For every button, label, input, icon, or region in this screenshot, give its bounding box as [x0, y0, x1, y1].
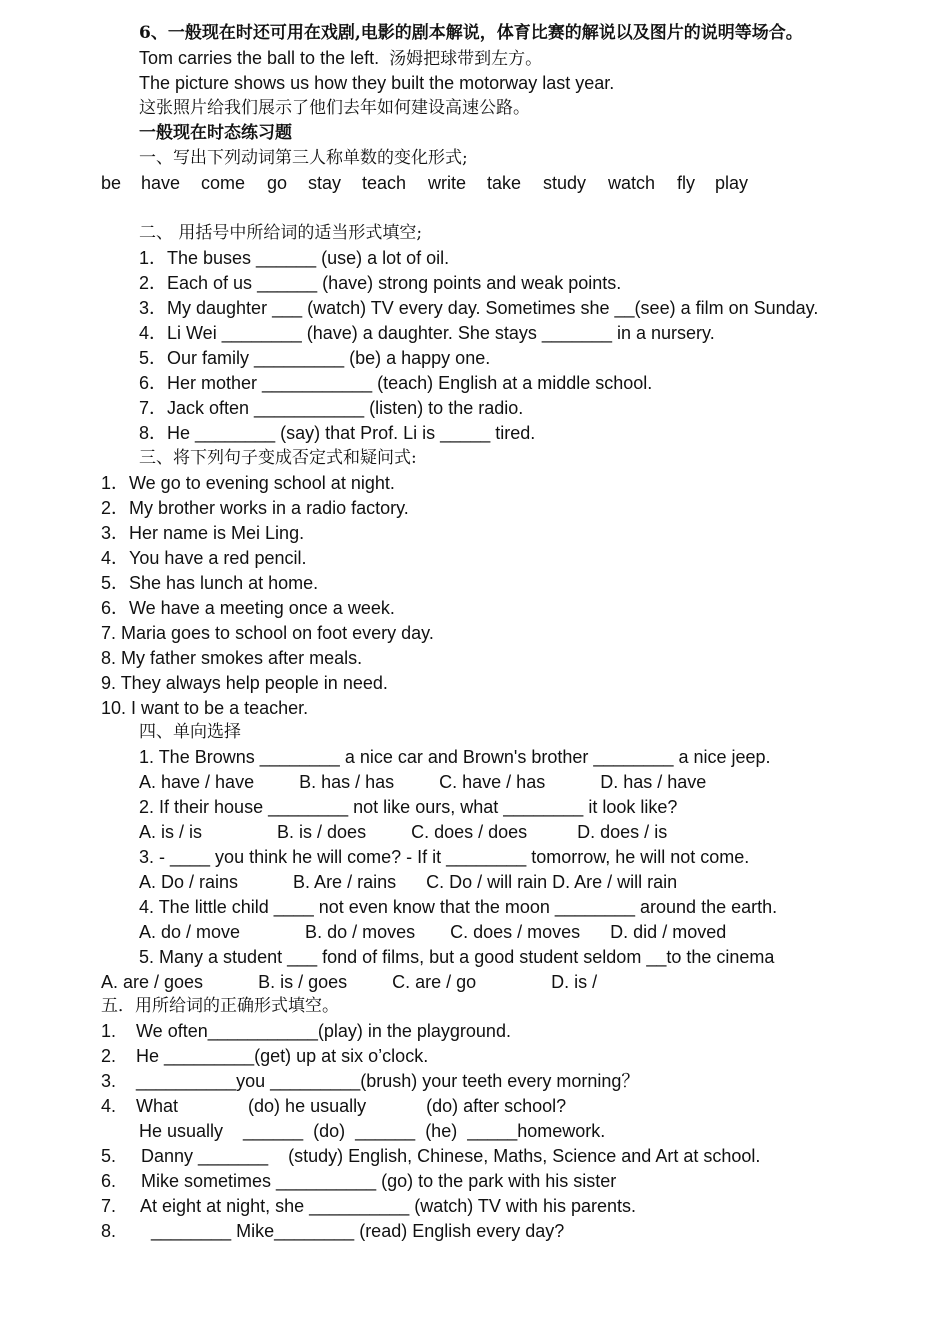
- exercise-title: 一般现在时态练习题: [139, 123, 292, 143]
- intro-example-1-en: Tom carries the ball to the left.: [139, 48, 380, 68]
- section2-item: 7．Jack often ___________ (listen) to the radio.: [139, 398, 524, 418]
- section5-item: 3. __________you _________(brush) your teeth every morning？: [101, 1071, 640, 1091]
- verb-word: watch: [608, 173, 656, 193]
- mc-question: 4. The little child ____ not even know that the moon ________ around the earth.: [139, 897, 778, 917]
- section5-item: 4. What (do) he usually (do) after school?: [101, 1096, 567, 1116]
- verb-word: stay: [308, 173, 342, 193]
- section2-item: 5．Our family _________ (be) a happy one.: [139, 348, 491, 368]
- section4-title: 四、单向选择: [139, 722, 241, 742]
- verb-word: teach: [362, 173, 407, 193]
- verb-word: write: [428, 173, 467, 193]
- mc-options: A. is / is B. is / does C. does / does D. does / is: [139, 822, 668, 842]
- intro-example-2-cn: 这张照片给我们展示了他们去年如何建设高速公路。: [139, 98, 530, 118]
- mc-options: A. Do / rains B. Are / rains C. Do / will rain D. Are / will rain: [139, 872, 678, 892]
- section2-item: 8．He ________ (say) that Prof. Li is _____ tired.: [139, 423, 536, 443]
- intro-example-2-en: The picture shows us how they built the motorway last year.: [139, 73, 615, 93]
- verb-word: have: [141, 173, 181, 193]
- section5-item: 2. He _________(get) up at six o’clock.: [101, 1046, 429, 1066]
- verb-word: go: [267, 173, 288, 193]
- section5-item: 1. We often___________(play) in the playground.: [101, 1021, 511, 1041]
- intro-example-1: [139, 46, 542, 71]
- section5-title: 五．用所给词的正确形式填空。: [101, 996, 339, 1016]
- section5-item: 6. Mike sometimes __________ (go) to the park with his sister: [101, 1171, 617, 1191]
- section3-item: 5．She has lunch at home.: [101, 573, 319, 593]
- section3-item: 3．Her name is Mei Ling.: [101, 523, 305, 543]
- section3-item: 10. I want to be a teacher.: [101, 698, 309, 718]
- section3-item: 2．My brother works in a radio factory.: [101, 498, 409, 518]
- section2-item: 3．My daughter ___ (watch) TV every day. Sometimes she __(see) a film on Sunday.: [139, 298, 819, 318]
- verb-word: take: [487, 173, 522, 193]
- section2-item: 4．Li Wei ________ (have) a daughter. She stays _______ in a nursery.: [139, 323, 715, 343]
- section3-item: 1．We go to evening school at night.: [101, 473, 395, 493]
- mc-question: 2. If their house ________ not like ours, what ________ it look like?: [139, 797, 678, 817]
- section3-item: 6．We have a meeting once a week.: [101, 598, 395, 618]
- mc-options: A. are / goes B. is / goes C. are / go D. is /: [101, 972, 598, 992]
- mc-options: A. have / have B. has / has C. have / has D. has / have: [139, 772, 707, 792]
- section5-item: 5. Danny _______ (study) English, Chinese, Maths, Science and Art at school.: [101, 1146, 761, 1166]
- intro-example-1-cn: 汤姆把球带到左方。: [389, 49, 543, 69]
- verb-word: come: [201, 173, 246, 193]
- section3-item: 9. They always help people in need.: [101, 673, 388, 693]
- section3-item: 8. My father smokes after meals.: [101, 648, 363, 668]
- verb-word: study: [543, 173, 587, 193]
- section5-item: 7. At eight at night, she __________ (watch) TV with his parents.: [101, 1196, 636, 1216]
- section1-title: 一、写出下列动词第三人称单数的变化形式;: [139, 148, 468, 168]
- section5-item: He usually ______ (do) ______ (he) _____homework.: [139, 1121, 606, 1141]
- section2-title: 二、 用括号中所给词的适当形式填空;: [139, 223, 423, 243]
- verb-word: fly: [677, 173, 695, 193]
- intro-heading: 6、一般现在时还可用在戏剧,电影的剧本解说，体育比赛的解说以及图片的说明等场合。: [139, 23, 803, 43]
- mc-question: 3. - ____ you think he will come? - If it ________ tomorrow, he will not come.: [139, 847, 750, 867]
- verb-word: play: [715, 173, 749, 193]
- section3-item: 4．You have a red pencil.: [101, 548, 307, 568]
- section5-item: 8. ________ Mike________ (read) English every day?: [101, 1221, 565, 1241]
- section3-title: 三、将下列句子变成否定式和疑问式:: [139, 448, 417, 468]
- section2-item: 6．Her mother ___________ (teach) English at a middle school.: [139, 373, 653, 393]
- verb-word: be: [101, 173, 122, 193]
- section3-item: 7. Maria goes to school on foot every day.: [101, 623, 434, 643]
- section2-item: 1．The buses ______ (use) a lot of oil.: [139, 248, 450, 268]
- mc-options: A. do / move B. do / moves C. does / moves D. did / moved: [139, 922, 727, 942]
- mc-question: 1. The Browns ________ a nice car and Brown's brother ________ a nice jeep.: [139, 747, 771, 767]
- section2-item: 2．Each of us ______ (have) strong points and weak points.: [139, 273, 622, 293]
- mc-question: 5. Many a student ___ fond of films, but a good student seldom __to the cinema: [139, 947, 775, 967]
